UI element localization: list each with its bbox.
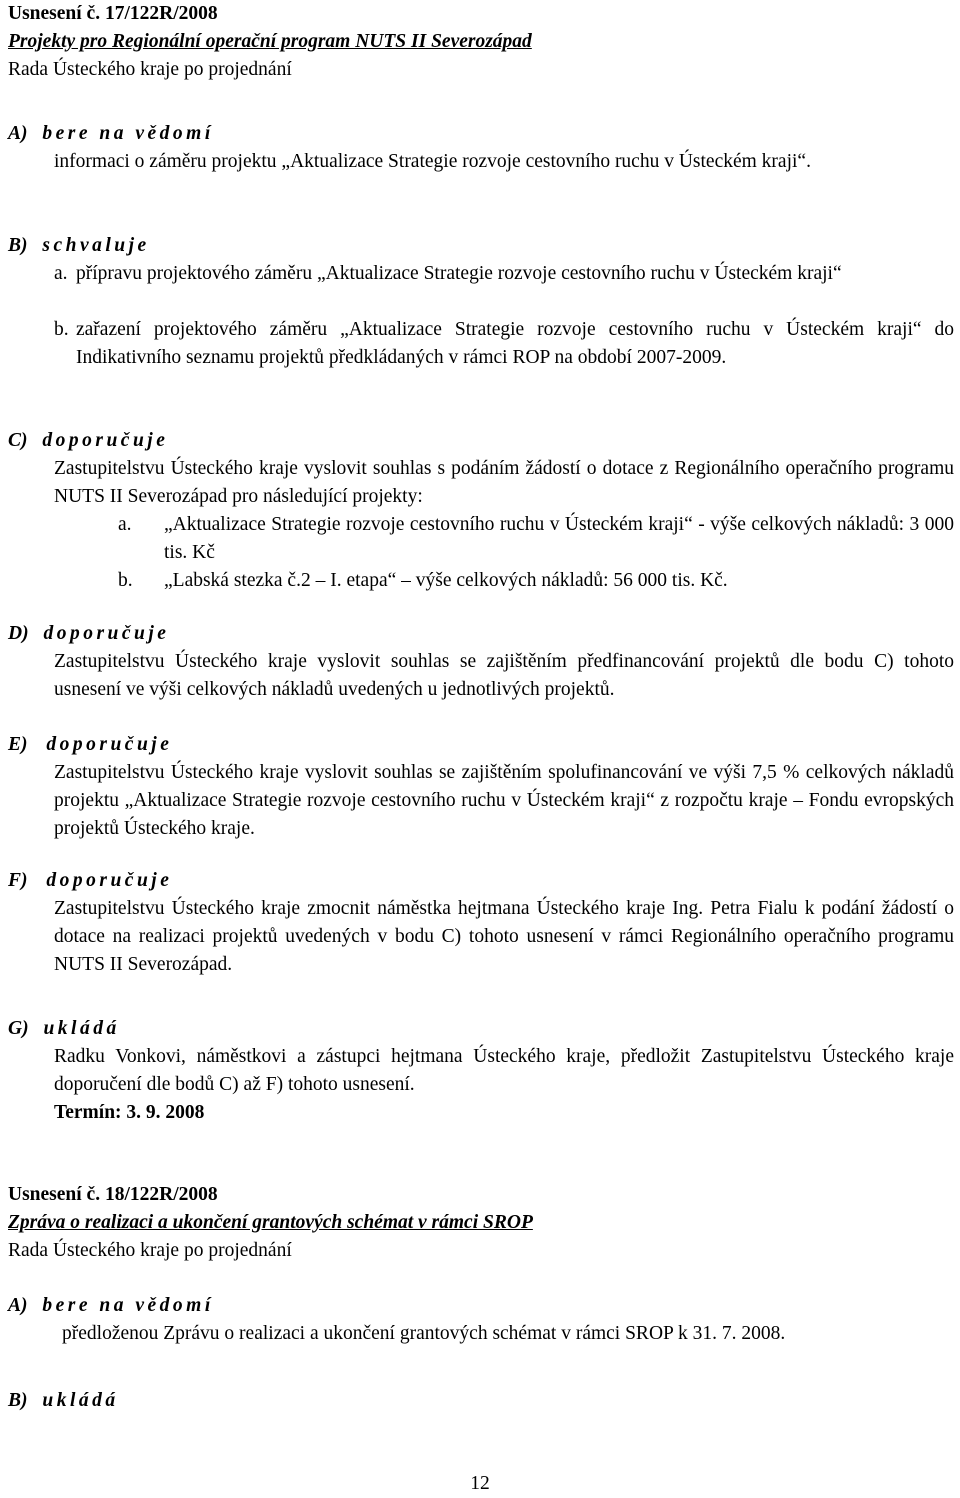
item-text: zařazení projektového záměru „Aktualizace Strategie rozvoje cestovního ruchu v Ústeckém kraji“ do Indikativního seznamu projektů předkládaných v rámci ROP na období 2007-2009.	[76, 319, 954, 368]
item-text: „Labská stezka č.2 – I. etapa“ – výše celkových nákladů: 56 000 tis. Kč.	[164, 570, 728, 591]
item-text: „Aktualizace Strategie rozvoje cestovního ruchu v Ústeckém kraji“ - výše celkových nákladů: 3 000 tis. Kč	[164, 514, 954, 563]
section-a-heading	[8, 120, 214, 148]
section-f-heading	[8, 867, 172, 895]
section-verb: doporučuje	[46, 734, 173, 755]
resolution-intro: Rada Ústeckého kraje po projednání	[8, 1240, 292, 1261]
section-letter: A)	[8, 1295, 28, 1316]
section-a-text: informaci o záměru projektu „Aktualizace Strategie rozvoje cestovního ruchu v Ústeckém kraji“.	[54, 151, 811, 172]
section-g-heading	[8, 1015, 120, 1043]
section-e-heading	[8, 731, 172, 759]
list-item	[118, 511, 954, 567]
section-verb: ukládá	[42, 1390, 119, 1411]
section-letter: A)	[8, 123, 28, 144]
item-label: b.	[118, 570, 133, 591]
item-label: b.	[54, 319, 69, 340]
section-letter: B)	[8, 1390, 28, 1411]
section-verb: doporučuje	[42, 430, 169, 451]
section-b-heading	[8, 1387, 119, 1415]
resolution-intro: Rada Ústeckého kraje po projednání	[8, 59, 292, 80]
section-f-text: Zastupitelstvu Ústeckého kraje zmocnit náměstka hejtmana Ústeckého kraje Ing. Petra Fialu k podání žádostí o dotace na realizaci projektů uvedených v bodu C) tohoto usnesení v rámci Regionálního operačního programu NUTS II Severozápad.	[54, 898, 954, 975]
section-verb: schvaluje	[42, 235, 150, 256]
section-verb: bere na vědomí	[42, 123, 214, 144]
section-c-text: Zastupitelstvu Ústeckého kraje vyslovit souhlas s podáním žádostí o dotace z Regionálního operačního programu NUTS II Severozápad pro následující projekty:	[54, 458, 954, 507]
section-d-heading	[8, 620, 169, 648]
section-g-text: Radku Vonkovi, náměstkovi a zástupci hejtmana Ústeckého kraje, předložit Zastupitelstvu Ústeckého kraje doporučení dle bodů C) až F) tohoto usnesení.	[54, 1046, 954, 1095]
section-letter: F)	[8, 870, 28, 891]
resolution-number: Usnesení č. 17/122R/2008	[8, 3, 218, 24]
list-item	[54, 260, 954, 288]
item-text: přípravu projektového záměru „Aktualizace Strategie rozvoje cestovního ruchu v Ústeckém kraji“	[76, 263, 842, 284]
resolution-title: Projekty pro Regionální operační program NUTS II Severozápad	[8, 31, 532, 52]
section-verb: doporučuje	[43, 623, 170, 644]
section-letter: B)	[8, 235, 28, 256]
section-verb: bere na vědomí	[42, 1295, 214, 1316]
section-a-heading	[8, 1292, 214, 1320]
section-verb: ukládá	[43, 1018, 120, 1039]
item-label: a.	[54, 263, 68, 284]
section-e-text: Zastupitelstvu Ústeckého kraje vyslovit souhlas se zajištěním spolufinancování ve výši 7,5 % celkových nákladů projektu „Aktualizace Strategie rozvoje cestovního ruchu v Ústeckém kraji“ z rozpočtu kraje – Fondu evropských projektů Ústeckého kraje.	[54, 762, 954, 839]
item-label: a.	[118, 514, 132, 535]
section-b-heading	[8, 232, 150, 260]
resolution-number: Usnesení č. 18/122R/2008	[8, 1184, 218, 1205]
section-letter: G)	[8, 1018, 29, 1039]
section-letter: E)	[8, 734, 28, 755]
list-item	[54, 316, 954, 372]
list-item	[118, 567, 954, 595]
section-letter: C)	[8, 430, 28, 451]
section-letter: D)	[8, 623, 29, 644]
resolution-title: Zpráva o realizaci a ukončení grantových schémat v rámci SROP	[8, 1212, 533, 1233]
section-c-heading	[8, 427, 168, 455]
page-number: 12	[470, 1473, 490, 1494]
section-a-text: předloženou Zprávu o realizaci a ukončení grantových schémat v rámci SROP k 31. 7. 2008.	[62, 1323, 786, 1344]
section-d-text: Zastupitelstvu Ústeckého kraje vyslovit souhlas se zajištěním předfinancování projektů dle bodu C) tohoto usnesení ve výši celkových nákladů uvedených u jednotlivých projektů.	[54, 651, 954, 700]
deadline: Termín: 3. 9. 2008	[54, 1102, 205, 1123]
section-verb: doporučuje	[46, 870, 173, 891]
